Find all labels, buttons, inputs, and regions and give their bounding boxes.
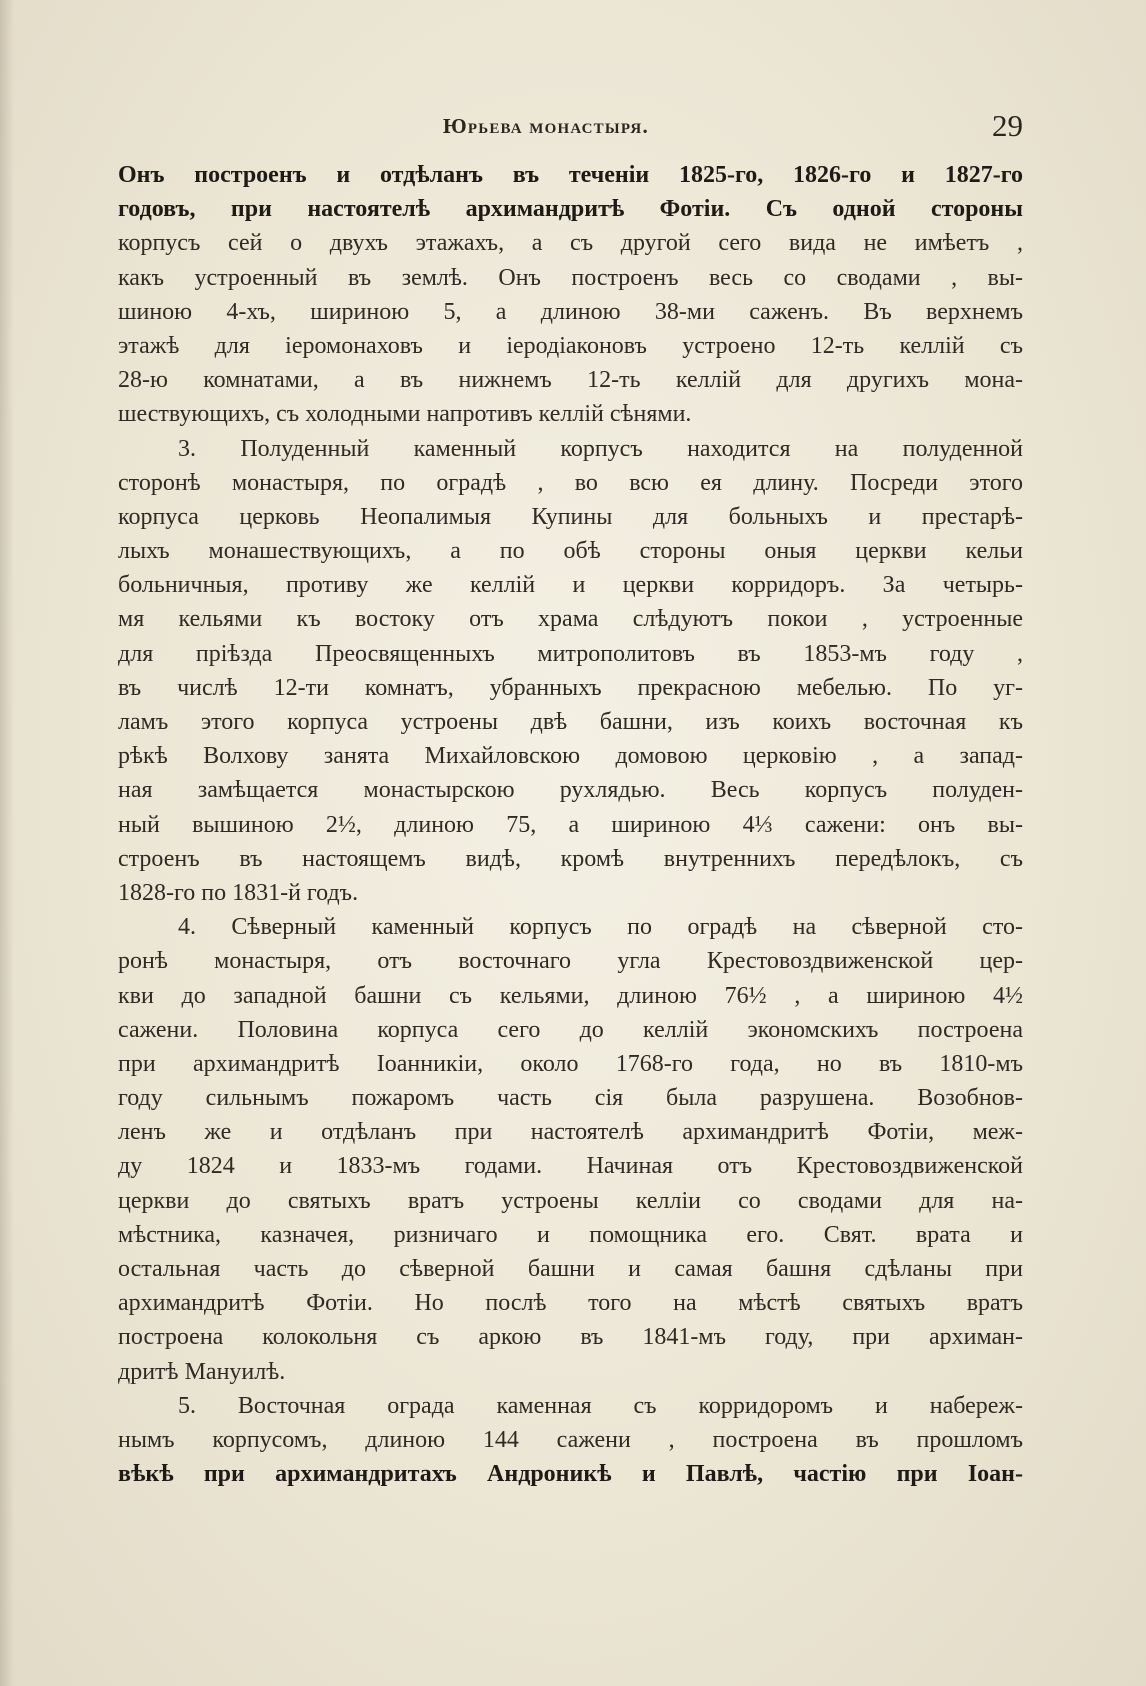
text-line: корпусъ сей о двухъ этажахъ, а съ другой сего вида не имѣетъ , bbox=[118, 230, 1023, 257]
text-line: 28-ю комнатами, а въ нижнемъ 12-ть келлій для другихъ мона- bbox=[118, 367, 1023, 394]
text-line: году сильнымъ пожаромъ часть сія была разрушена. Возобнов- bbox=[118, 1085, 1023, 1112]
text-line: ленъ же и отдѣланъ при настоятелѣ архимандритѣ Фотіи, меж- bbox=[118, 1119, 1023, 1146]
paragraph-start-line: 3. Полуденный каменный корпусъ находится на полуденной bbox=[178, 435, 1023, 462]
body-text bbox=[118, 158, 1023, 1491]
text-line: церкви до святыхъ вратъ устроены келліи со сводами для на- bbox=[118, 1187, 1023, 1214]
text-line: рѣкѣ Волхову занята Михайловскою домовою церковію , а запад- bbox=[118, 743, 1023, 770]
text-line: больничныя, противу же келлій и церкви корридоръ. За четырь- bbox=[118, 572, 1023, 599]
text-line: мѣстника, казначея, ризничаго и помощника его. Свят. врата и bbox=[118, 1221, 1023, 1248]
text-line: при архимандритѣ Іоанникіи, около 1768-го года, но въ 1810-мъ bbox=[118, 1050, 1023, 1077]
text-line: шествующихъ, съ холодными напротивъ келлій сѣнями. bbox=[118, 401, 692, 428]
text-line: въ числѣ 12-ти комнатъ, убранныхъ прекрасною мебелью. По уг- bbox=[118, 674, 1023, 701]
text-line: мя кельями къ востоку отъ храма слѣдуютъ покои , устроенные bbox=[118, 606, 1023, 633]
text-line: кви до западной башни съ кельями, длиною 76½ , а шириною 4½ bbox=[118, 982, 1023, 1009]
text-line: архимандритѣ Фотіи. Но послѣ того на мѣстѣ святыхъ вратъ bbox=[118, 1290, 1023, 1317]
text-line: построена колокольня съ аркою въ 1841-мъ году, при архиман- bbox=[118, 1324, 1023, 1351]
text-line: годовъ, при настоятелѣ архимандритѣ Фотіи. Съ одной стороны bbox=[118, 196, 1023, 223]
text-line: ронѣ монастыря, отъ восточнаго угла Крестовоздвиженской цер- bbox=[118, 948, 1023, 975]
text-line: сажени. Половина корпуса сего до келлій экономскихъ построена bbox=[118, 1016, 1023, 1043]
text-line: ная замѣщается монастырскою рухлядью. Весь корпусъ полуден- bbox=[118, 777, 1023, 804]
text-line: Онъ построенъ и отдѣланъ въ теченіи 1825-го, 1826-го и 1827-го bbox=[118, 162, 1023, 188]
page-number: 29 bbox=[992, 108, 1023, 143]
text-line: для пріѣзда Преосвященныхъ митрополитовъ въ 1853-мъ году , bbox=[118, 640, 1023, 667]
paragraph-start-line: 5. Восточная ограда каменная съ корридоромъ и набереж- bbox=[178, 1392, 1023, 1419]
text-line: корпуса церковь Неопалимыя Купины для больныхъ и престарѣ- bbox=[118, 503, 1023, 530]
text-line: нымъ корпусомъ, длиною 144 сажени , построена въ прошломъ bbox=[118, 1426, 1023, 1453]
text-line: шиною 4-хъ, шириною 5, а длиною 38-ми саженъ. Въ верхнемъ bbox=[118, 298, 1023, 325]
text-line: дритѣ Мануилѣ. bbox=[118, 1358, 286, 1385]
text-line: ду 1824 и 1833-мъ годами. Начиная отъ Крестовоздвиженской bbox=[118, 1153, 1023, 1180]
page-header bbox=[118, 108, 1023, 148]
text-line: строенъ въ настоящемъ видѣ, кромѣ внутреннихъ передѣлокъ, съ bbox=[118, 845, 1023, 872]
text-line: этажѣ для іеромонаховъ и іеродіаконовъ устроено 12-ть келлій съ bbox=[118, 332, 1023, 359]
page-edge-shadow bbox=[0, 0, 14, 1686]
paragraph-start-line: 4. Сѣверный каменный корпусъ по оградѣ на сѣверной сто- bbox=[178, 914, 1023, 941]
text-line: вѣкѣ при архимандритахъ Андроникѣ и Павлѣ, частію при Іоан- bbox=[118, 1461, 1023, 1488]
text-line: 1828-го по 1831-й годъ. bbox=[118, 879, 359, 906]
text-line: ламъ этого корпуса устроены двѣ башни, изъ коихъ восточная къ bbox=[118, 709, 1023, 735]
text-line: какъ устроенный въ землѣ. Онъ построенъ весь со сводами , вы- bbox=[118, 264, 1023, 291]
text-line: сторонѣ монастыря, по оградѣ , во всю ея длину. Посреди этого bbox=[118, 469, 1023, 496]
text-line: ный вышиною 2½, длиною 75, а шириною 4⅓ сажени: онъ вы- bbox=[118, 811, 1023, 838]
running-head: Юрьева монастыря. bbox=[443, 114, 649, 138]
text-line: лыхъ монашествующихъ, а по обѣ стороны оныя церкви кельи bbox=[118, 538, 1023, 565]
text-line: остальная часть до сѣверной башни и самая башня сдѣланы при bbox=[118, 1256, 1023, 1282]
